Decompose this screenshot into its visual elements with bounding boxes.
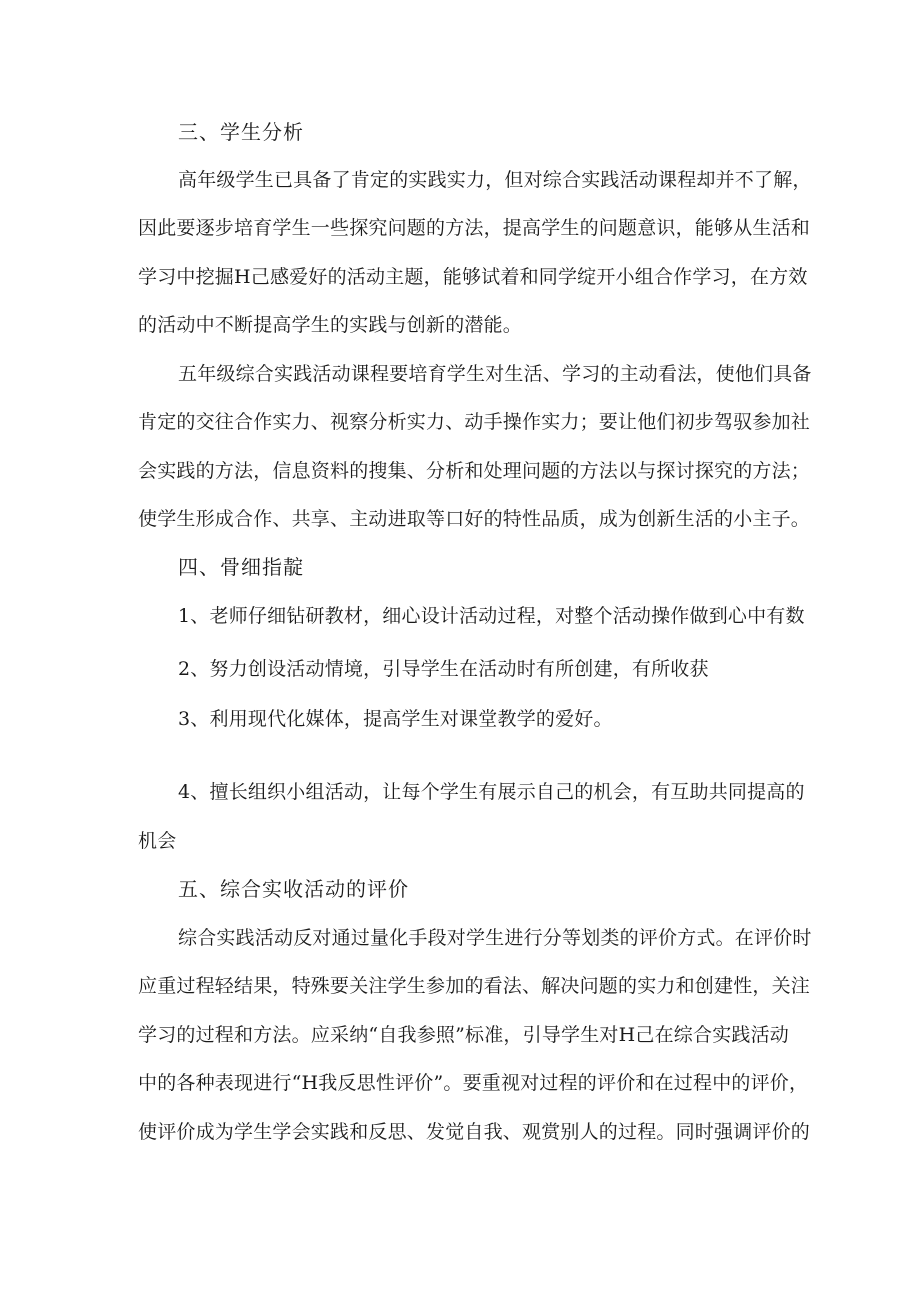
paragraph-line: 中的各种表现进行“H我反思性评价”。要重视对过程的评价和在过程中的评价，	[138, 1072, 809, 1094]
paragraph-line: 使评价成为学生学会实践和反思、发觉自我、观赏别人的过程。同时强调评价的	[138, 1121, 811, 1143]
paragraph-line: 使学生形成合作、共享、主动进取等口好的特性品质，成为创新生活的小主子。	[138, 508, 811, 530]
section-heading-measures: 四、骨细指靛	[178, 555, 304, 579]
paragraph-line: 的活动中不断提高学生的实践与创新的潜能。	[138, 314, 523, 336]
list-item-continuation: 机会	[138, 830, 177, 852]
list-item: 2、努力创设活动情境，引导学生在活动时有所创建，有所收获	[178, 658, 709, 680]
paragraph-line: 会实践的方法，信息资料的搜集、分析和处理问题的方法以与探讨探究的方法；	[138, 460, 811, 482]
list-item: 1、老师仔细钻研教材，细心设计活动过程，对整个活动操作做到心中有数	[178, 605, 805, 627]
section-heading-student-analysis: 三、学生分析	[178, 120, 304, 144]
section-heading-evaluation: 五、综合实收活动的评价	[178, 877, 409, 901]
list-item: 4、擅长组织小组活动，让每个学生有展示自己的机会，有互助共同提高的	[178, 781, 805, 803]
paragraph-line: 高年级学生已具备了肯定的实践实力，但对综合实践活动课程却并不了解，	[178, 169, 812, 191]
paragraph-line: 学习的过程和方法。应采纳“自我参照”标准，引导学生对H己在综合实践活动	[138, 1024, 789, 1046]
paragraph-line: 应重过程轻结果，特殊要关注学生参加的看法、解决问题的实力和创建性，关注	[138, 975, 811, 997]
paragraph-line: 五年级综合实践活动课程要培育学生对生活、学习的主动看法，使他们具备	[178, 363, 812, 385]
paragraph-line: 因此要逐步培育学生一些探究问题的方法，提高学生的问题意识，能够从生活和	[138, 217, 811, 239]
paragraph-line: 学习中挖掘H己感爱好的活动主题，能够试着和同学绽开小组合作学习，在方效	[138, 266, 808, 288]
paragraph-line: 综合实践活动反对通过量化手段对学生进行分等划类的评价方式。在评价时	[178, 927, 812, 949]
list-item: 3、利用现代化媒体，提高学生对课堂教学的爱好。	[178, 708, 613, 730]
paragraph-line: 肯定的交往合作实力、视察分析实力、动手操作实力；要让他们初步驾驭参加社	[138, 411, 811, 433]
